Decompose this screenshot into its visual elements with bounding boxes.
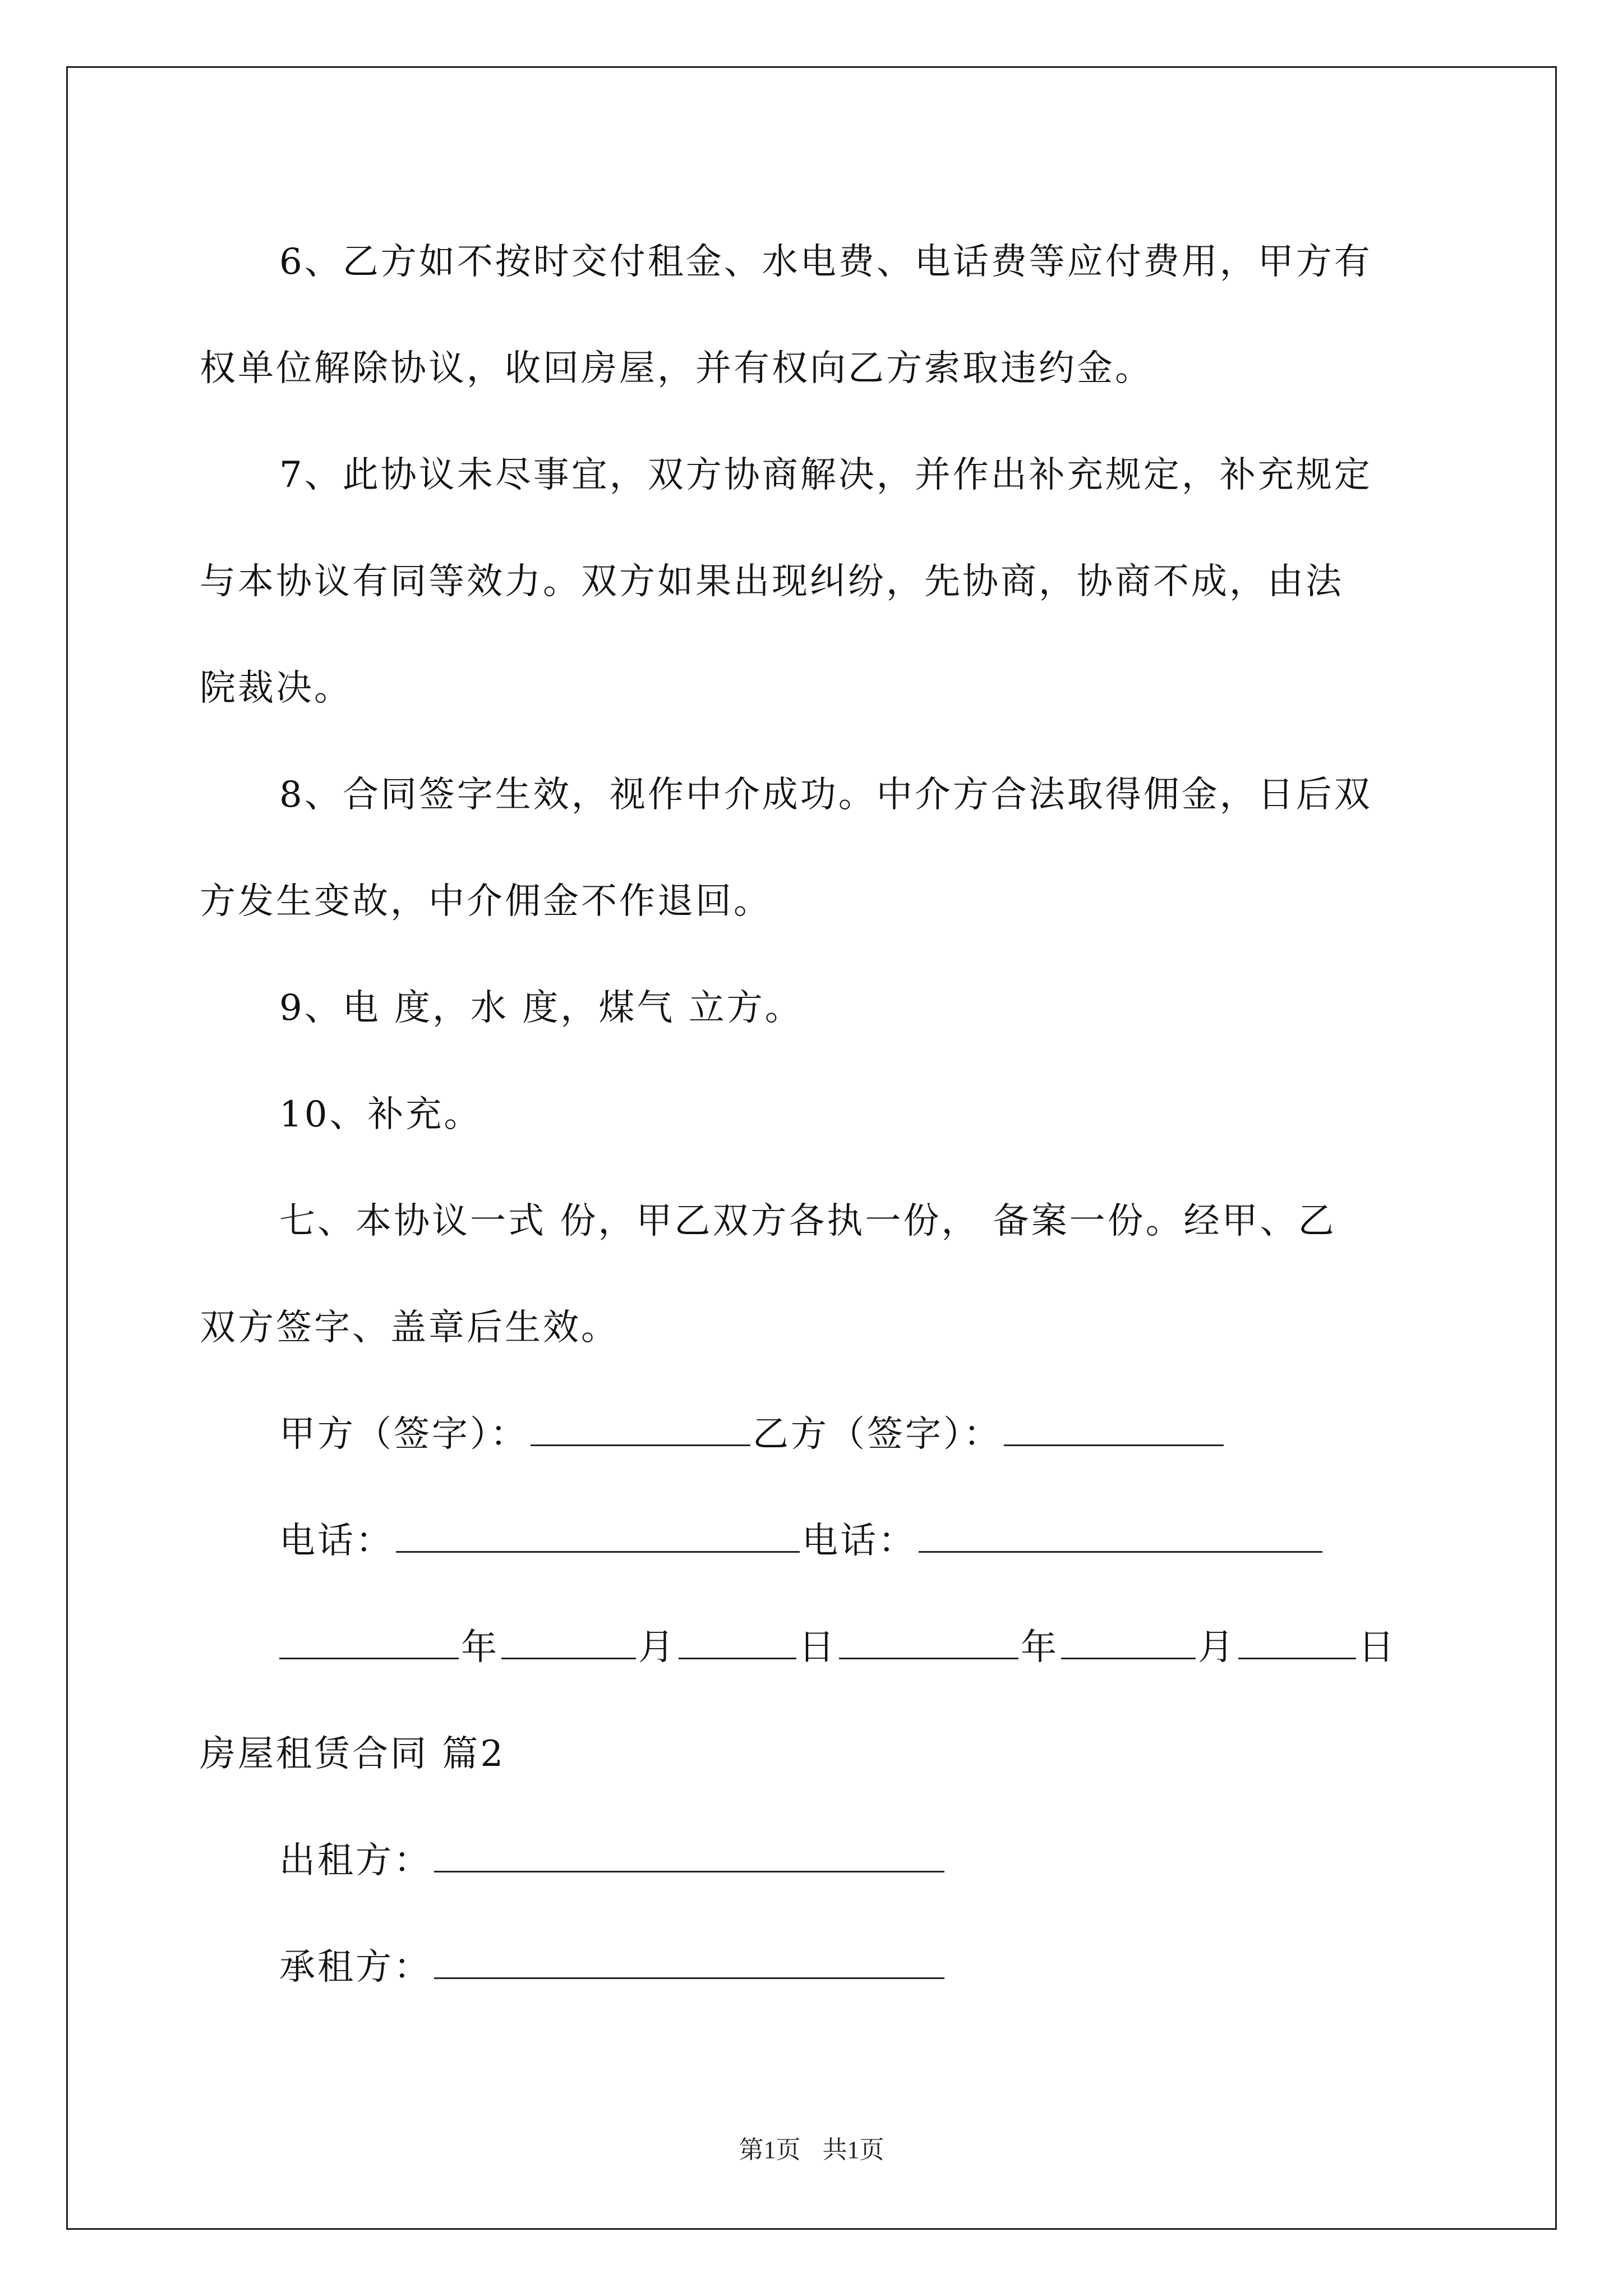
signature-row: [200, 1381, 1422, 1488]
year-label-b: 年: [1021, 1627, 1059, 1668]
party-b-signature-blank[interactable]: [1004, 1411, 1224, 1446]
paragraph-9: 9、电 度，水 度，煤气 立方。: [279, 987, 803, 1029]
phone-label-a: 电话：: [279, 1520, 394, 1562]
paragraph-7-line-3: 院裁决。: [200, 668, 352, 709]
paragraph-7-line-1: 7、此协议未尽事宜，双方协商解决，并作出补充规定，补充规定: [279, 454, 1372, 496]
day-blank-a[interactable]: [679, 1624, 796, 1659]
party-a-signature-label: 甲方（签字）：: [279, 1414, 528, 1455]
party-a-signature-blank[interactable]: [531, 1411, 750, 1446]
section-2-title: 房屋租赁合同 篇2: [200, 1733, 506, 1775]
party-b-signature-label: 乙方（签字）：: [753, 1414, 1002, 1455]
page-footer: [0, 2129, 1623, 2165]
month-label-a: 月: [638, 1627, 676, 1668]
phone-blank-b[interactable]: [919, 1517, 1322, 1553]
month-label-b: 月: [1198, 1627, 1236, 1668]
lessor-label: 出租方：: [279, 1840, 432, 1881]
lessee-blank[interactable]: [434, 1944, 944, 1979]
year-blank-b[interactable]: [839, 1624, 1018, 1659]
paragraph-8-line-1: 8、合同签字生效，视作中介成功。中介方合法取得佣金，日后双: [279, 774, 1372, 816]
paragraph-8-line-2: 方发生变故，中介佣金不作退回。: [200, 881, 772, 922]
date-row: [200, 1594, 1422, 1701]
paragraph-6-line-2: 权单位解除协议，收回房屋，并有权向乙方索取违约金。: [200, 348, 1153, 389]
document-body: [200, 209, 1422, 2021]
day-blank-b[interactable]: [1238, 1624, 1356, 1659]
day-label-a: 日: [799, 1627, 837, 1668]
paragraph-6-line-1: 6、乙方如不按时交付租金、水电费、电话费等应付费用，甲方有: [279, 241, 1372, 283]
page-number-current: 第1页: [739, 2136, 801, 2164]
page-number-total: 共1页: [822, 2136, 884, 2164]
paragraph-seven-line-2: 双方签字、盖章后生效。: [200, 1307, 619, 1349]
paragraph-7-line-2: 与本协议有同等效力。双方如果出现纠纷，先协商，协商不成，由法: [200, 561, 1344, 602]
year-blank-a[interactable]: [279, 1624, 459, 1659]
phone-row: [200, 1488, 1422, 1594]
month-blank-b[interactable]: [1061, 1624, 1196, 1659]
month-blank-a[interactable]: [501, 1624, 636, 1659]
phone-blank-a[interactable]: [396, 1517, 800, 1553]
paragraph-seven-line-1: 七、本协议一式 份，甲乙双方各执一份， 备案一份。经甲、乙: [279, 1200, 1336, 1242]
paragraph-10: 10、补充。: [279, 1094, 482, 1135]
lessor-blank[interactable]: [434, 1837, 944, 1872]
lessor-row: [200, 1807, 1422, 1914]
phone-label-b: 电话：: [802, 1520, 916, 1562]
lessee-row: [200, 1914, 1422, 2021]
day-label-b: 日: [1358, 1627, 1396, 1668]
lessee-label: 承租方：: [279, 1947, 432, 1988]
year-label-a: 年: [461, 1627, 499, 1668]
